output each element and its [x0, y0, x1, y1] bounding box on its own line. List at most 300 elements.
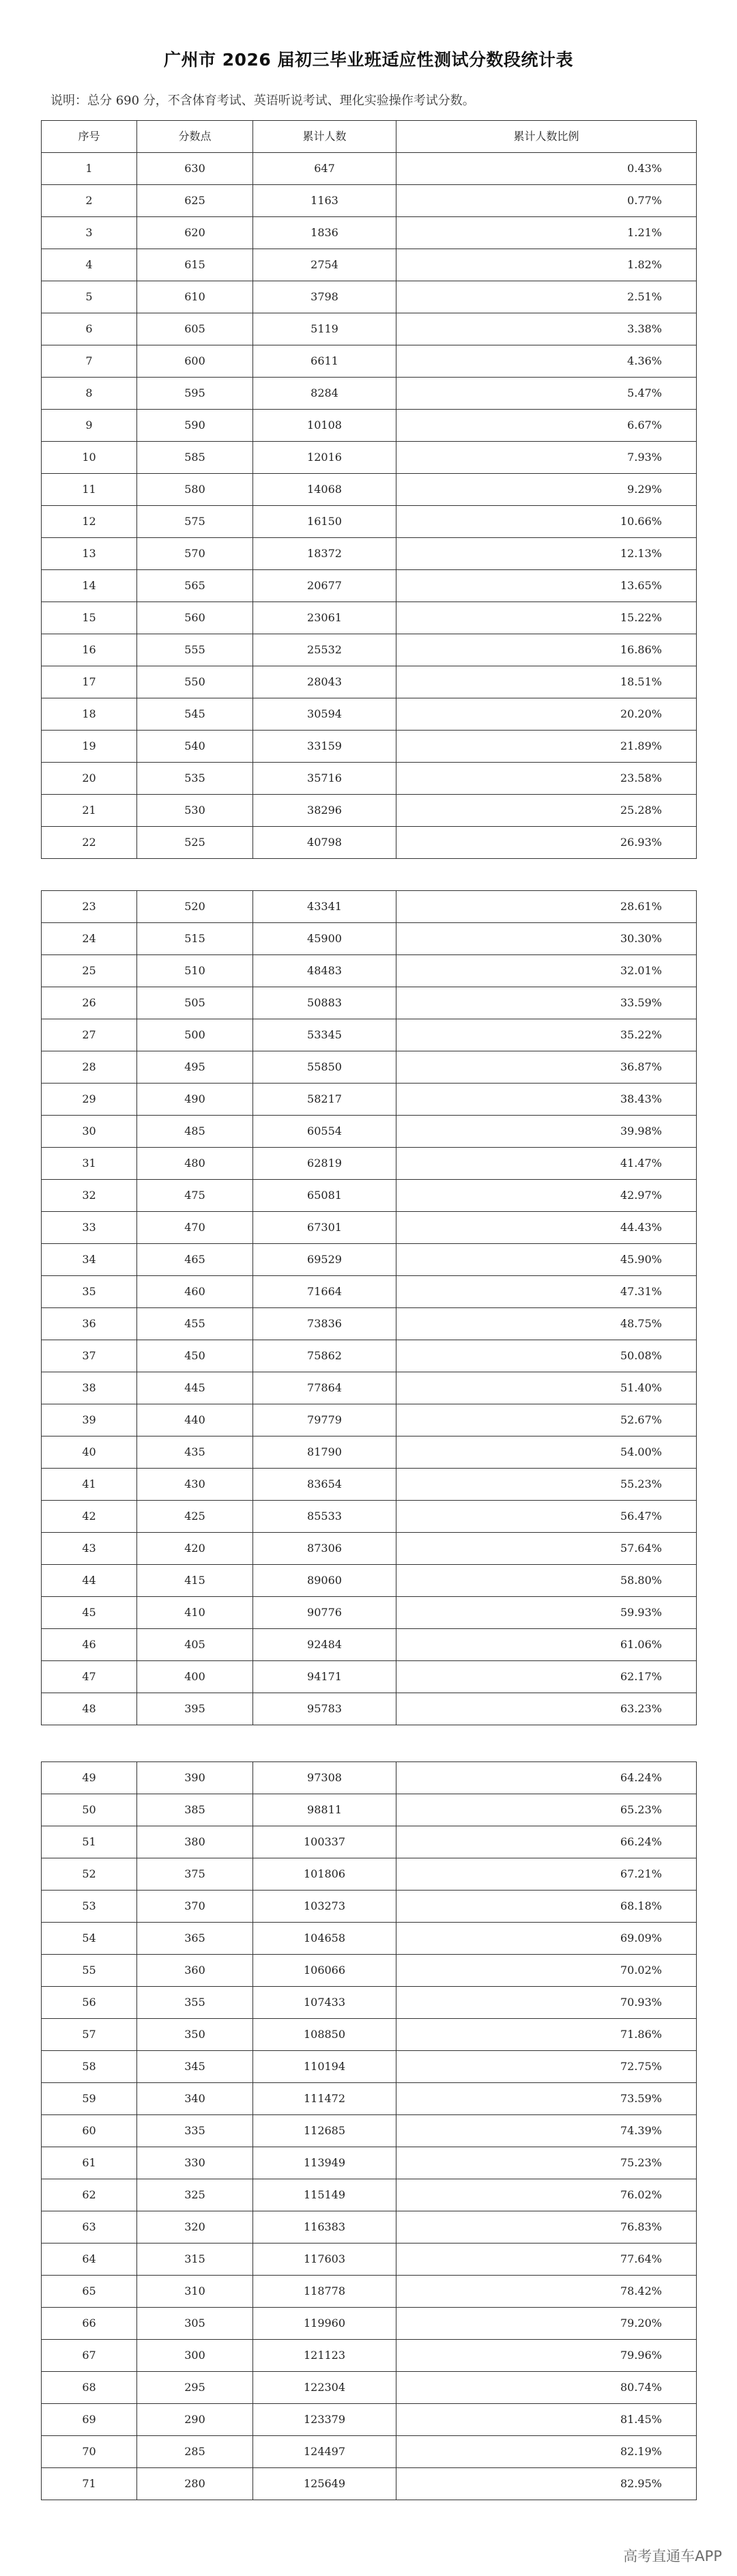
- cell-cumulative-ratio: 30.30%: [396, 923, 697, 955]
- cell-index: 6: [42, 313, 137, 345]
- cell-cumulative-count: 14068: [253, 474, 396, 506]
- cell-index: 61: [42, 2147, 137, 2179]
- cell-cumulative-count: 118778: [253, 2276, 396, 2308]
- table-row: [42, 2244, 697, 2276]
- cell-score: 435: [137, 1436, 253, 1469]
- table-row: [42, 249, 697, 281]
- cell-cumulative-ratio: 79.20%: [396, 2308, 697, 2340]
- cell-cumulative-count: 101806: [253, 1858, 396, 1891]
- cell-index: 43: [42, 1533, 137, 1565]
- cell-cumulative-count: 106066: [253, 1955, 396, 1987]
- cell-cumulative-count: 90776: [253, 1597, 396, 1629]
- cell-score: 615: [137, 249, 253, 281]
- table-row: [42, 891, 697, 923]
- cell-cumulative-ratio: 44.43%: [396, 1212, 697, 1244]
- cell-cumulative-ratio: 12.13%: [396, 538, 697, 570]
- cell-cumulative-count: 79779: [253, 1404, 396, 1436]
- header-index: 序号: [42, 121, 137, 153]
- cell-score: 580: [137, 474, 253, 506]
- cell-cumulative-ratio: 48.75%: [396, 1308, 697, 1340]
- cell-index: 50: [42, 1794, 137, 1826]
- cell-cumulative-ratio: 38.43%: [396, 1084, 697, 1116]
- cell-cumulative-ratio: 25.28%: [396, 795, 697, 827]
- cell-index: 9: [42, 410, 137, 442]
- cell-index: 20: [42, 763, 137, 795]
- cell-cumulative-ratio: 42.97%: [396, 1180, 697, 1212]
- cell-cumulative-ratio: 76.02%: [396, 2179, 697, 2211]
- cell-cumulative-count: 92484: [253, 1629, 396, 1661]
- cell-cumulative-count: 60554: [253, 1116, 396, 1148]
- table-row: [42, 1244, 697, 1276]
- cell-index: 70: [42, 2436, 137, 2468]
- table-row: [42, 1436, 697, 1469]
- table-row: [42, 1084, 697, 1116]
- table-row: [42, 2308, 697, 2340]
- cell-cumulative-ratio: 28.61%: [396, 891, 697, 923]
- cell-cumulative-count: 108850: [253, 2019, 396, 2051]
- cell-index: 48: [42, 1693, 137, 1725]
- cell-index: 7: [42, 345, 137, 378]
- cell-cumulative-ratio: 15.22%: [396, 602, 697, 634]
- cell-index: 45: [42, 1597, 137, 1629]
- cell-cumulative-count: 12016: [253, 442, 396, 474]
- cell-score: 295: [137, 2372, 253, 2404]
- cell-cumulative-count: 30594: [253, 698, 396, 731]
- cell-score: 590: [137, 410, 253, 442]
- cell-index: 37: [42, 1340, 137, 1372]
- table-row: [42, 2404, 697, 2436]
- cell-index: 47: [42, 1661, 137, 1693]
- cell-index: 31: [42, 1148, 137, 1180]
- cell-cumulative-count: 122304: [253, 2372, 396, 2404]
- cell-cumulative-ratio: 54.00%: [396, 1436, 697, 1469]
- table-row: [42, 2083, 697, 2115]
- cell-index: 25: [42, 955, 137, 987]
- cell-index: 21: [42, 795, 137, 827]
- score-table: [41, 890, 697, 1725]
- cell-index: 28: [42, 1051, 137, 1084]
- cell-score: 315: [137, 2244, 253, 2276]
- cell-index: 23: [42, 891, 137, 923]
- cell-index: 4: [42, 249, 137, 281]
- cell-score: 345: [137, 2051, 253, 2083]
- cell-score: 545: [137, 698, 253, 731]
- cell-cumulative-ratio: 1.82%: [396, 249, 697, 281]
- cell-cumulative-count: 110194: [253, 2051, 396, 2083]
- cell-cumulative-count: 116383: [253, 2211, 396, 2244]
- table-row: [42, 731, 697, 763]
- table-row: [42, 1372, 697, 1404]
- cell-cumulative-count: 43341: [253, 891, 396, 923]
- cell-index: 22: [42, 827, 137, 859]
- cell-cumulative-ratio: 1.21%: [396, 217, 697, 249]
- cell-score: 470: [137, 1212, 253, 1244]
- cell-cumulative-count: 10108: [253, 410, 396, 442]
- cell-score: 480: [137, 1148, 253, 1180]
- table-row: [42, 2019, 697, 2051]
- cell-score: 565: [137, 570, 253, 602]
- cell-score: 355: [137, 1987, 253, 2019]
- cell-cumulative-count: 112685: [253, 2115, 396, 2147]
- cell-cumulative-count: 23061: [253, 602, 396, 634]
- cell-cumulative-count: 73836: [253, 1308, 396, 1340]
- cell-cumulative-ratio: 71.86%: [396, 2019, 697, 2051]
- cell-index: 8: [42, 378, 137, 410]
- table-row: [42, 1661, 697, 1693]
- cell-score: 285: [137, 2436, 253, 2468]
- cell-index: 11: [42, 474, 137, 506]
- cell-score: 460: [137, 1276, 253, 1308]
- cell-score: 575: [137, 506, 253, 538]
- table-row: [42, 1858, 697, 1891]
- cell-score: 455: [137, 1308, 253, 1340]
- cell-index: 71: [42, 2468, 137, 2500]
- table-row: [42, 2276, 697, 2308]
- cell-score: 370: [137, 1891, 253, 1923]
- cell-cumulative-ratio: 47.31%: [396, 1276, 697, 1308]
- table-row: [42, 1693, 697, 1725]
- cell-score: 515: [137, 923, 253, 955]
- cell-cumulative-ratio: 16.86%: [396, 634, 697, 666]
- cell-cumulative-ratio: 70.93%: [396, 1987, 697, 2019]
- cell-cumulative-count: 50883: [253, 987, 396, 1019]
- cell-score: 505: [137, 987, 253, 1019]
- cell-cumulative-ratio: 51.40%: [396, 1372, 697, 1404]
- cell-score: 300: [137, 2340, 253, 2372]
- cell-cumulative-count: 28043: [253, 666, 396, 698]
- header-score: 分数点: [137, 121, 253, 153]
- cell-cumulative-ratio: 3.38%: [396, 313, 697, 345]
- cell-cumulative-ratio: 81.45%: [396, 2404, 697, 2436]
- cell-score: 425: [137, 1501, 253, 1533]
- cell-cumulative-ratio: 18.51%: [396, 666, 697, 698]
- cell-index: 65: [42, 2276, 137, 2308]
- cell-cumulative-count: 119960: [253, 2308, 396, 2340]
- cell-cumulative-ratio: 26.93%: [396, 827, 697, 859]
- cell-cumulative-count: 87306: [253, 1533, 396, 1565]
- cell-cumulative-count: 100337: [253, 1826, 396, 1858]
- cell-score: 395: [137, 1693, 253, 1725]
- cell-index: 1: [42, 153, 137, 185]
- table-row: [42, 763, 697, 795]
- cell-score: 320: [137, 2211, 253, 2244]
- cell-cumulative-count: 85533: [253, 1501, 396, 1533]
- cell-cumulative-count: 71664: [253, 1276, 396, 1308]
- table-row: [42, 1597, 697, 1629]
- cell-cumulative-ratio: 20.20%: [396, 698, 697, 731]
- cell-score: 335: [137, 2115, 253, 2147]
- cell-cumulative-count: 75862: [253, 1340, 396, 1372]
- cell-cumulative-ratio: 0.43%: [396, 153, 697, 185]
- cell-cumulative-ratio: 61.06%: [396, 1629, 697, 1661]
- table-row: [42, 313, 697, 345]
- table-row: [42, 2436, 697, 2468]
- score-table-part-2: [41, 890, 696, 1725]
- table-row: [42, 1826, 697, 1858]
- cell-cumulative-count: 53345: [253, 1019, 396, 1051]
- table-row: [42, 923, 697, 955]
- cell-cumulative-ratio: 66.24%: [396, 1826, 697, 1858]
- cell-index: 2: [42, 185, 137, 217]
- cell-index: 60: [42, 2115, 137, 2147]
- table-row: [42, 2211, 697, 2244]
- cell-index: 32: [42, 1180, 137, 1212]
- cell-cumulative-ratio: 70.02%: [396, 1955, 697, 1987]
- cell-index: 30: [42, 1116, 137, 1148]
- cell-score: 310: [137, 2276, 253, 2308]
- cell-score: 605: [137, 313, 253, 345]
- cell-index: 64: [42, 2244, 137, 2276]
- cell-cumulative-count: 95783: [253, 1693, 396, 1725]
- cell-cumulative-ratio: 55.23%: [396, 1469, 697, 1501]
- cell-index: 17: [42, 666, 137, 698]
- cell-cumulative-count: 20677: [253, 570, 396, 602]
- cell-index: 24: [42, 923, 137, 955]
- cell-score: 625: [137, 185, 253, 217]
- cell-cumulative-ratio: 73.59%: [396, 2083, 697, 2115]
- cell-index: 34: [42, 1244, 137, 1276]
- cell-score: 530: [137, 795, 253, 827]
- table-row: [42, 698, 697, 731]
- cell-cumulative-ratio: 33.59%: [396, 987, 697, 1019]
- cell-score: 600: [137, 345, 253, 378]
- cell-score: 280: [137, 2468, 253, 2500]
- table-row: [42, 2179, 697, 2211]
- cell-cumulative-ratio: 45.90%: [396, 1244, 697, 1276]
- cell-cumulative-count: 97308: [253, 1762, 396, 1794]
- cell-score: 375: [137, 1858, 253, 1891]
- cell-score: 555: [137, 634, 253, 666]
- cell-index: 44: [42, 1565, 137, 1597]
- cell-cumulative-count: 111472: [253, 2083, 396, 2115]
- cell-score: 550: [137, 666, 253, 698]
- table-row: [42, 1276, 697, 1308]
- cell-index: 52: [42, 1858, 137, 1891]
- cell-index: 62: [42, 2179, 137, 2211]
- table-row: [42, 1116, 697, 1148]
- cell-cumulative-count: 2754: [253, 249, 396, 281]
- table-row: [42, 378, 697, 410]
- table-row: [42, 1212, 697, 1244]
- table-row: [42, 666, 697, 698]
- cell-cumulative-count: 77864: [253, 1372, 396, 1404]
- cell-score: 305: [137, 2308, 253, 2340]
- table-row: [42, 538, 697, 570]
- table-row: [42, 185, 697, 217]
- cell-score: 445: [137, 1372, 253, 1404]
- cell-cumulative-count: 58217: [253, 1084, 396, 1116]
- cell-cumulative-ratio: 23.58%: [396, 763, 697, 795]
- cell-cumulative-ratio: 65.23%: [396, 1794, 697, 1826]
- cell-cumulative-ratio: 52.67%: [396, 1404, 697, 1436]
- cell-cumulative-ratio: 56.47%: [396, 1501, 697, 1533]
- cell-score: 415: [137, 1565, 253, 1597]
- cell-cumulative-count: 67301: [253, 1212, 396, 1244]
- table-row: [42, 1469, 697, 1501]
- cell-cumulative-ratio: 68.18%: [396, 1891, 697, 1923]
- table-row: [42, 2115, 697, 2147]
- table-row: [42, 1891, 697, 1923]
- cell-cumulative-ratio: 78.42%: [396, 2276, 697, 2308]
- cell-cumulative-ratio: 5.47%: [396, 378, 697, 410]
- cell-cumulative-count: 104658: [253, 1923, 396, 1955]
- cell-index: 55: [42, 1955, 137, 1987]
- cell-cumulative-ratio: 6.67%: [396, 410, 697, 442]
- cell-index: 68: [42, 2372, 137, 2404]
- cell-index: 19: [42, 731, 137, 763]
- cell-index: 40: [42, 1436, 137, 1469]
- cell-score: 350: [137, 2019, 253, 2051]
- cell-cumulative-count: 115149: [253, 2179, 396, 2211]
- cell-index: 56: [42, 1987, 137, 2019]
- table-row: [42, 506, 697, 538]
- table-row: [42, 410, 697, 442]
- cell-cumulative-ratio: 32.01%: [396, 955, 697, 987]
- cell-cumulative-count: 117603: [253, 2244, 396, 2276]
- score-table: [41, 1761, 697, 2500]
- cell-index: 49: [42, 1762, 137, 1794]
- cell-index: 66: [42, 2308, 137, 2340]
- cell-score: 440: [137, 1404, 253, 1436]
- score-table: [41, 120, 697, 859]
- table-row: [42, 281, 697, 313]
- table-row: [42, 827, 697, 859]
- cell-cumulative-ratio: 74.39%: [396, 2115, 697, 2147]
- cell-score: 465: [137, 1244, 253, 1276]
- cell-index: 14: [42, 570, 137, 602]
- table-row: [42, 1533, 697, 1565]
- table-row: [42, 217, 697, 249]
- cell-cumulative-count: 3798: [253, 281, 396, 313]
- cell-index: 3: [42, 217, 137, 249]
- cell-index: 58: [42, 2051, 137, 2083]
- table-row: [42, 795, 697, 827]
- header-cumulative-count: 累计人数: [253, 121, 396, 153]
- cell-score: 325: [137, 2179, 253, 2211]
- cell-score: 560: [137, 602, 253, 634]
- table-row: [42, 2051, 697, 2083]
- cell-score: 535: [137, 763, 253, 795]
- cell-score: 330: [137, 2147, 253, 2179]
- table-row: [42, 1019, 697, 1051]
- cell-cumulative-ratio: 50.08%: [396, 1340, 697, 1372]
- cell-cumulative-ratio: 63.23%: [396, 1693, 697, 1725]
- table-row: [42, 1987, 697, 2019]
- cell-cumulative-count: 8284: [253, 378, 396, 410]
- cell-score: 390: [137, 1762, 253, 1794]
- cell-cumulative-ratio: 79.96%: [396, 2340, 697, 2372]
- cell-cumulative-count: 81790: [253, 1436, 396, 1469]
- cell-cumulative-ratio: 36.87%: [396, 1051, 697, 1084]
- table-row: [42, 2340, 697, 2372]
- cell-cumulative-count: 1836: [253, 217, 396, 249]
- cell-index: 16: [42, 634, 137, 666]
- cell-score: 485: [137, 1116, 253, 1148]
- cell-index: 54: [42, 1923, 137, 1955]
- cell-cumulative-count: 16150: [253, 506, 396, 538]
- cell-score: 525: [137, 827, 253, 859]
- table-row: [42, 1148, 697, 1180]
- cell-score: 630: [137, 153, 253, 185]
- cell-index: 15: [42, 602, 137, 634]
- table-row: [42, 1955, 697, 1987]
- cell-cumulative-count: 48483: [253, 955, 396, 987]
- cell-cumulative-count: 6611: [253, 345, 396, 378]
- cell-index: 67: [42, 2340, 137, 2372]
- cell-index: 26: [42, 987, 137, 1019]
- table-row: [42, 634, 697, 666]
- table-row: [42, 1308, 697, 1340]
- cell-cumulative-count: 83654: [253, 1469, 396, 1501]
- cell-index: 10: [42, 442, 137, 474]
- cell-cumulative-count: 103273: [253, 1891, 396, 1923]
- cell-score: 405: [137, 1629, 253, 1661]
- cell-index: 63: [42, 2211, 137, 2244]
- page-title: 广州市 2026 届初三毕业班适应性测试分数段统计表: [164, 50, 573, 70]
- cell-cumulative-ratio: 77.64%: [396, 2244, 697, 2276]
- cell-index: 59: [42, 2083, 137, 2115]
- cell-cumulative-count: 38296: [253, 795, 396, 827]
- table-row: [42, 1340, 697, 1372]
- cell-score: 520: [137, 891, 253, 923]
- cell-index: 13: [42, 538, 137, 570]
- table-row: [42, 2372, 697, 2404]
- table-row: [42, 602, 697, 634]
- cell-index: 57: [42, 2019, 137, 2051]
- table-row: [42, 955, 697, 987]
- cell-cumulative-ratio: 76.83%: [396, 2211, 697, 2244]
- cell-index: 46: [42, 1629, 137, 1661]
- table-row: [42, 1923, 697, 1955]
- cell-cumulative-count: 33159: [253, 731, 396, 763]
- cell-index: 53: [42, 1891, 137, 1923]
- cell-score: 610: [137, 281, 253, 313]
- table-row: [42, 153, 697, 185]
- cell-cumulative-ratio: 10.66%: [396, 506, 697, 538]
- table-row: [42, 2147, 697, 2179]
- table-row: [42, 1629, 697, 1661]
- table-row: [42, 1794, 697, 1826]
- cell-cumulative-ratio: 67.21%: [396, 1858, 697, 1891]
- cell-score: 595: [137, 378, 253, 410]
- table-row: [42, 442, 697, 474]
- cell-cumulative-count: 40798: [253, 827, 396, 859]
- table-row: [42, 1051, 697, 1084]
- cell-score: 430: [137, 1469, 253, 1501]
- cell-cumulative-count: 89060: [253, 1565, 396, 1597]
- cell-index: 51: [42, 1826, 137, 1858]
- cell-score: 540: [137, 731, 253, 763]
- watermark-text: 高考直通车APP: [623, 2548, 722, 2564]
- cell-score: 290: [137, 2404, 253, 2436]
- cell-cumulative-ratio: 64.24%: [396, 1762, 697, 1794]
- cell-score: 340: [137, 2083, 253, 2115]
- table-row: [42, 1404, 697, 1436]
- cell-score: 570: [137, 538, 253, 570]
- cell-index: 42: [42, 1501, 137, 1533]
- cell-cumulative-ratio: 7.93%: [396, 442, 697, 474]
- cell-cumulative-count: 125649: [253, 2468, 396, 2500]
- cell-cumulative-count: 69529: [253, 1244, 396, 1276]
- score-table-part-1: [41, 120, 696, 859]
- cell-cumulative-count: 124497: [253, 2436, 396, 2468]
- cell-cumulative-count: 55850: [253, 1051, 396, 1084]
- cell-cumulative-ratio: 13.65%: [396, 570, 697, 602]
- cell-score: 410: [137, 1597, 253, 1629]
- cell-cumulative-count: 98811: [253, 1794, 396, 1826]
- cell-index: 69: [42, 2404, 137, 2436]
- cell-cumulative-ratio: 21.89%: [396, 731, 697, 763]
